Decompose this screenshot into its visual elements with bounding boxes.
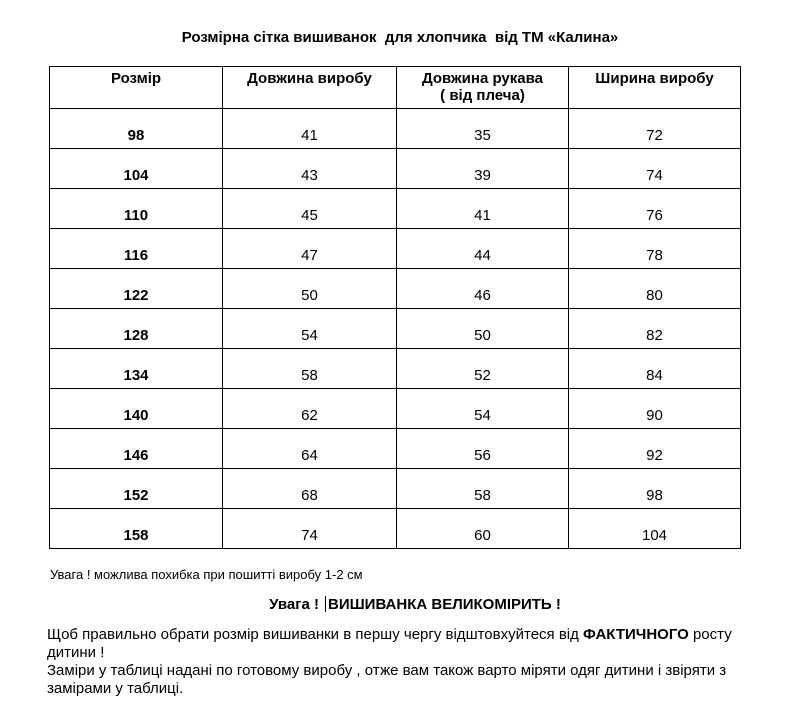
header-sleeve-line1: Довжина рукава xyxy=(421,70,543,87)
sleeve-cell: 39 xyxy=(397,149,569,189)
size-cell: 98 xyxy=(50,109,223,149)
text-cursor xyxy=(325,596,326,612)
table-header-row xyxy=(50,67,741,109)
warning-prefix: Увага ! xyxy=(269,596,319,613)
width-cell: 90 xyxy=(569,389,741,429)
length-cell: 45 xyxy=(223,189,397,229)
length-cell: 47 xyxy=(223,229,397,269)
size-cell: 146 xyxy=(50,429,223,469)
width-cell: 78 xyxy=(569,229,741,269)
table-row xyxy=(50,229,741,269)
sleeve-cell: 50 xyxy=(397,309,569,349)
length-cell: 54 xyxy=(223,309,397,349)
size-cell: 110 xyxy=(50,189,223,229)
header-size: Розмір xyxy=(50,67,223,109)
size-chart-table xyxy=(49,66,741,549)
width-cell: 76 xyxy=(569,189,741,229)
sleeve-cell: 58 xyxy=(397,469,569,509)
width-cell: 74 xyxy=(569,149,741,189)
sleeve-cell: 54 xyxy=(397,389,569,429)
length-cell: 74 xyxy=(223,509,397,549)
length-cell: 41 xyxy=(223,109,397,149)
table-row xyxy=(50,109,741,149)
size-cell: 158 xyxy=(50,509,223,549)
advice-part2: росту дитини ! xyxy=(47,626,732,661)
length-cell: 64 xyxy=(223,429,397,469)
sleeve-cell: 56 xyxy=(397,429,569,469)
header-sleeve-line2: ( від плеча) xyxy=(440,87,525,104)
advice-emphasis: ФАКТИЧНОГО xyxy=(583,626,689,643)
table-row xyxy=(50,429,741,469)
width-cell: 92 xyxy=(569,429,741,469)
table-row xyxy=(50,389,741,429)
size-cell: 116 xyxy=(50,229,223,269)
sleeve-cell: 46 xyxy=(397,269,569,309)
table-row xyxy=(50,269,741,309)
table-row xyxy=(50,189,741,229)
advice-part3: Заміри у таблиці надані по готовому виробу , отже вам також варто міряти одяг дитини і звіряти з замірами у таблиці. xyxy=(47,662,727,697)
table-row xyxy=(50,149,741,189)
width-cell: 80 xyxy=(569,269,741,309)
length-cell: 62 xyxy=(223,389,397,429)
sleeve-cell: 60 xyxy=(397,509,569,549)
size-cell: 128 xyxy=(50,309,223,349)
table-row xyxy=(50,469,741,509)
header-length: Довжина виробу xyxy=(223,67,397,109)
length-cell: 43 xyxy=(223,149,397,189)
size-cell: 140 xyxy=(50,389,223,429)
width-cell: 82 xyxy=(569,309,741,349)
header-sleeve xyxy=(397,67,569,109)
width-cell: 98 xyxy=(569,469,741,509)
size-cell: 152 xyxy=(50,469,223,509)
table-row xyxy=(50,349,741,389)
table-row xyxy=(50,309,741,349)
size-cell: 122 xyxy=(50,269,223,309)
length-cell: 50 xyxy=(223,269,397,309)
width-cell: 72 xyxy=(569,109,741,149)
sleeve-cell: 35 xyxy=(397,109,569,149)
width-cell: 104 xyxy=(569,509,741,549)
width-cell: 84 xyxy=(569,349,741,389)
size-cell: 104 xyxy=(50,149,223,189)
sizing-advice xyxy=(47,626,777,698)
warning-text: ВИШИВАНКА ВЕЛИКОМІРИТЬ ! xyxy=(327,596,561,613)
size-cell: 134 xyxy=(50,349,223,389)
sleeve-cell: 41 xyxy=(397,189,569,229)
size-warning xyxy=(0,596,800,613)
sleeve-cell: 44 xyxy=(397,229,569,269)
table-row xyxy=(50,509,741,549)
page-title: Розмірна сітка вишиванок для хлопчика від ТМ «Калина» xyxy=(181,29,619,46)
error-margin-note: Увага ! можлива похибка при пошитті виробу 1-2 см xyxy=(50,567,363,582)
header-width: Ширина виробу xyxy=(569,67,741,109)
advice-part1: Щоб правильно обрати розмір вишиванки в першу чергу відштовхуйтеся від xyxy=(47,626,584,643)
table-body xyxy=(50,109,741,549)
sleeve-cell: 52 xyxy=(397,349,569,389)
length-cell: 68 xyxy=(223,469,397,509)
length-cell: 58 xyxy=(223,349,397,389)
